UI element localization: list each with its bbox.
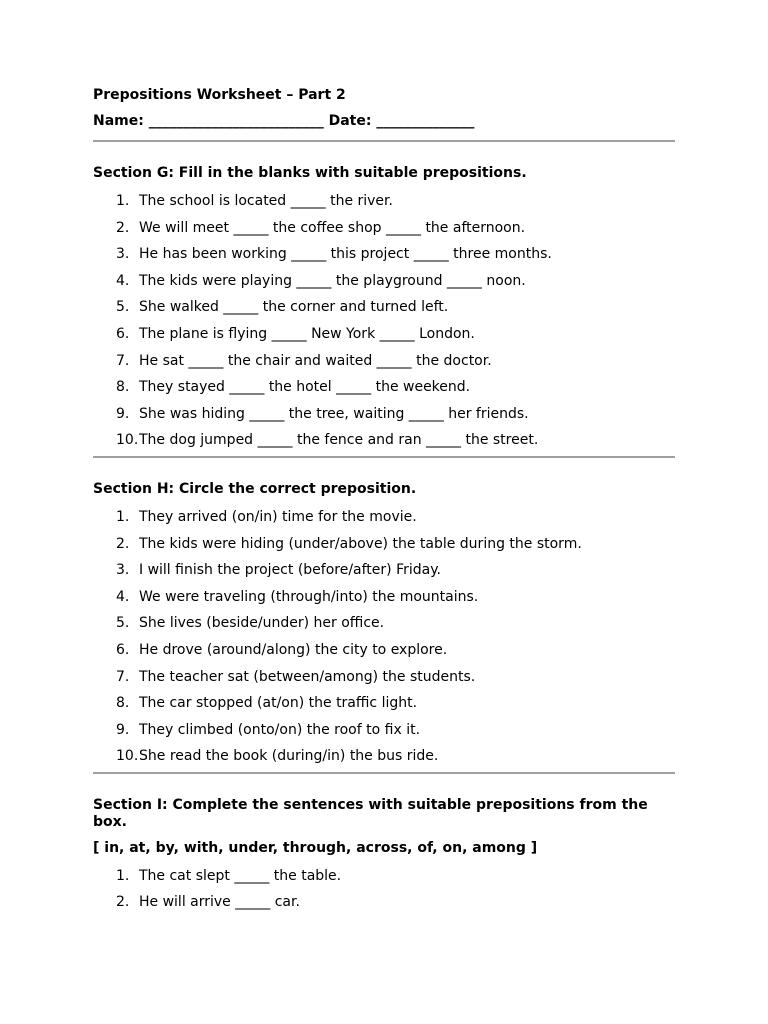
name-date-line: Name: _________________________ Date: ______________ xyxy=(93,113,475,129)
list-item xyxy=(93,188,675,215)
list-item xyxy=(93,863,675,890)
item-number: 8. xyxy=(116,379,130,396)
item-number: 6. xyxy=(116,641,130,658)
item-number: 9. xyxy=(116,721,130,738)
item-number: 2. xyxy=(116,219,130,236)
list-item xyxy=(93,401,675,428)
section-h-list xyxy=(93,504,675,770)
item-text: He sat _____ the chair and waited _____ the doctor. xyxy=(139,352,492,369)
section-heading: Section G: Fill in the blanks with suitable prepositions. xyxy=(93,165,527,181)
list-item xyxy=(93,268,675,295)
item-text: The cat slept _____ the table. xyxy=(139,867,342,884)
section-heading: Section H: Circle the correct preposition. xyxy=(93,480,417,497)
item-number: 1. xyxy=(116,193,130,209)
item-text: The kids were hiding (under/above) the table during the storm. xyxy=(139,535,582,552)
list-item xyxy=(93,348,675,375)
list-item xyxy=(93,531,675,558)
item-text: The dog jumped _____ the fence and ran _____ the street. xyxy=(139,432,539,449)
item-number: 2. xyxy=(116,894,130,911)
item-text: They stayed _____ the hotel _____ the weekend. xyxy=(139,379,471,396)
section-i xyxy=(93,797,675,916)
item-text: We will meet _____ the coffee shop _____ the afternoon. xyxy=(139,219,526,236)
item-text: The teacher sat (between/among) the students. xyxy=(139,668,476,685)
item-text: The kids were playing _____ the playground _____ noon. xyxy=(139,272,526,289)
list-item xyxy=(93,427,675,454)
word-box: [ in, at, by, with, under, through, across, of, on, among ] xyxy=(93,839,538,856)
item-number: 7. xyxy=(116,352,130,369)
list-item xyxy=(93,584,675,611)
list-item xyxy=(93,610,675,637)
item-text: He has been working _____ this project _____ three months. xyxy=(139,246,552,263)
item-number: 2. xyxy=(116,535,130,552)
list-item xyxy=(93,374,675,401)
list-item xyxy=(93,637,675,664)
item-number: 5. xyxy=(116,615,130,632)
list-item xyxy=(93,215,675,242)
item-text: The plane is flying _____ New York _____ London. xyxy=(139,325,475,342)
list-item xyxy=(93,321,675,348)
list-item xyxy=(93,743,675,770)
item-number: 10. xyxy=(116,432,139,449)
item-number: 7. xyxy=(116,668,130,685)
item-number: 3. xyxy=(116,562,130,579)
item-text: He drove (around/along) the city to explore. xyxy=(139,641,448,658)
list-item xyxy=(93,690,675,717)
list-item xyxy=(93,294,675,321)
list-item xyxy=(93,504,675,531)
item-text: We were traveling (through/into) the mountains. xyxy=(139,588,479,605)
list-item xyxy=(93,557,675,584)
item-number: 3. xyxy=(116,246,130,263)
item-number: 8. xyxy=(116,695,130,712)
item-number: 6. xyxy=(116,325,130,342)
section-g xyxy=(93,165,675,458)
item-text: The car stopped (at/on) the traffic light. xyxy=(139,695,418,712)
worksheet-content xyxy=(93,86,675,916)
item-text: She was hiding _____ the tree, waiting _____ her friends. xyxy=(139,405,529,422)
item-text: They climbed (onto/on) the roof to fix it. xyxy=(139,721,421,738)
item-number: 5. xyxy=(116,299,130,316)
divider xyxy=(93,456,675,458)
item-number: 9. xyxy=(116,405,130,422)
item-number: 10. xyxy=(116,748,139,765)
item-text: He will arrive _____ car. xyxy=(139,894,300,911)
item-number: 1. xyxy=(116,867,130,884)
section-h xyxy=(93,481,675,774)
list-item xyxy=(93,717,675,744)
item-text: She read the book (during/in) the bus ride. xyxy=(139,748,439,765)
section-i-list xyxy=(93,863,675,916)
list-item xyxy=(93,664,675,691)
section-heading: Section I: Complete the sentences with suitable prepositions from the box. xyxy=(93,796,648,830)
item-number: 1. xyxy=(116,508,130,525)
list-item xyxy=(93,241,675,268)
section-g-list xyxy=(93,188,675,454)
list-item xyxy=(93,889,675,916)
divider xyxy=(93,140,675,142)
divider xyxy=(93,772,675,774)
item-number: 4. xyxy=(116,588,130,605)
worksheet-title: Prepositions Worksheet – Part 2 xyxy=(93,87,346,103)
item-text: I will finish the project (before/after) Friday. xyxy=(139,562,441,579)
item-text: The school is located _____ the river. xyxy=(139,193,393,209)
item-text: She lives (beside/under) her office. xyxy=(139,615,385,632)
item-number: 4. xyxy=(116,272,130,289)
item-text: She walked _____ the corner and turned left. xyxy=(139,299,449,316)
item-text: They arrived (on/in) time for the movie. xyxy=(139,508,417,525)
